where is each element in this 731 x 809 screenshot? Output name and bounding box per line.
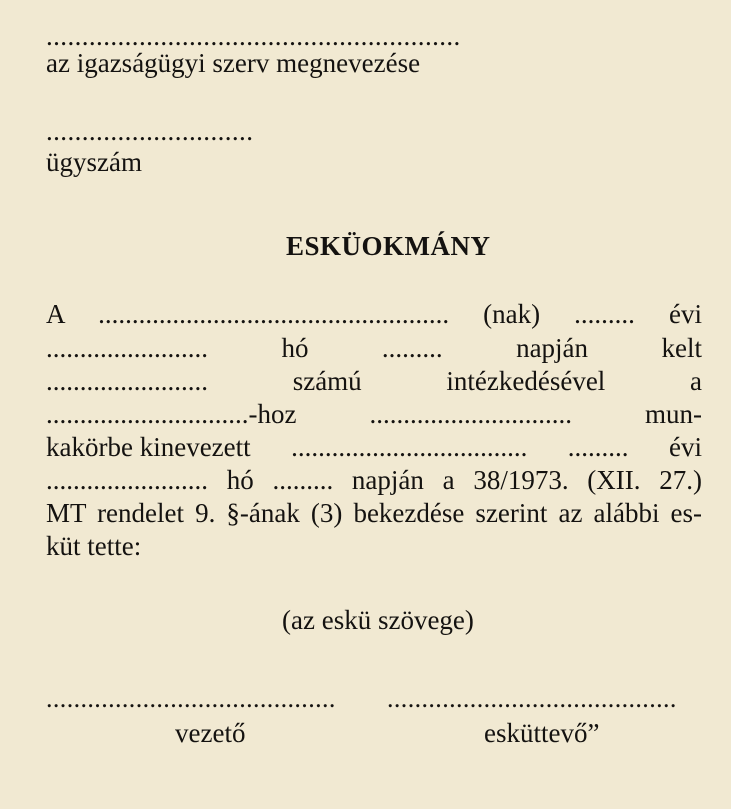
- body-line-3-part-2: számú: [292, 366, 362, 396]
- body-line-5-part-2: ...................................: [291, 432, 528, 462]
- body-line-5-part-4: évi: [668, 432, 702, 462]
- case-number-label: ügyszám: [46, 147, 142, 177]
- body-line-3: [46, 365, 702, 397]
- body-line-5-part-1: kakörbe kinevezett: [46, 432, 251, 462]
- body-line-6: [46, 464, 702, 496]
- body-line-7-text: MT rendelet 9. §-ának (3) bekezdése szerint az alábbi es-: [46, 498, 702, 528]
- body-line-2-part-5: kelt: [661, 333, 702, 363]
- body-line-3-part-1: ........................: [46, 366, 208, 396]
- oath-text-placeholder: (az eskü szövege): [282, 605, 474, 635]
- body-line-2-part-2: hó: [281, 333, 309, 363]
- body-line-8: küt tette:: [46, 531, 142, 561]
- signature-left-label: vezető: [175, 718, 246, 748]
- body-line-2-part-3: .........: [381, 333, 443, 363]
- body-line-2-part-1: ........................: [46, 333, 208, 363]
- body-line-3-part-3: intézkedésével: [446, 366, 606, 396]
- signature-left-dots: ..........................................: [46, 684, 336, 713]
- case-number-dots: .............................: [46, 116, 254, 146]
- body-line-4-part-3: mun-: [644, 399, 702, 429]
- signature-right-label: esküttevő”: [484, 718, 600, 748]
- document-title: ESKÜOKMÁNY: [286, 231, 491, 261]
- body-line-4-part-1: ..............................-hoz: [46, 399, 297, 429]
- body-line-1-text: A .................................................... (nak) ......... évi: [46, 299, 702, 329]
- body-line-5: [46, 431, 702, 463]
- body-line-4-part-2: ..............................: [369, 399, 572, 429]
- body-line-2-part-4: napján: [516, 333, 589, 363]
- body-line-7: [46, 497, 702, 529]
- authority-label: az igazságügyi szerv megnevezése: [46, 48, 421, 78]
- body-line-6-text: ........................ hó ......... napján a 38/1973. (XII. 27.): [46, 465, 702, 495]
- body-line-2: [46, 332, 702, 364]
- body-line-1: [46, 298, 702, 330]
- body-line-5-part-3: .........: [567, 432, 629, 462]
- body-line-4: [46, 398, 702, 430]
- body-line-3-part-4: a: [690, 366, 702, 396]
- signature-right-dots: ..........................................: [387, 684, 677, 713]
- authority-dots: ..........................................................: [46, 21, 461, 51]
